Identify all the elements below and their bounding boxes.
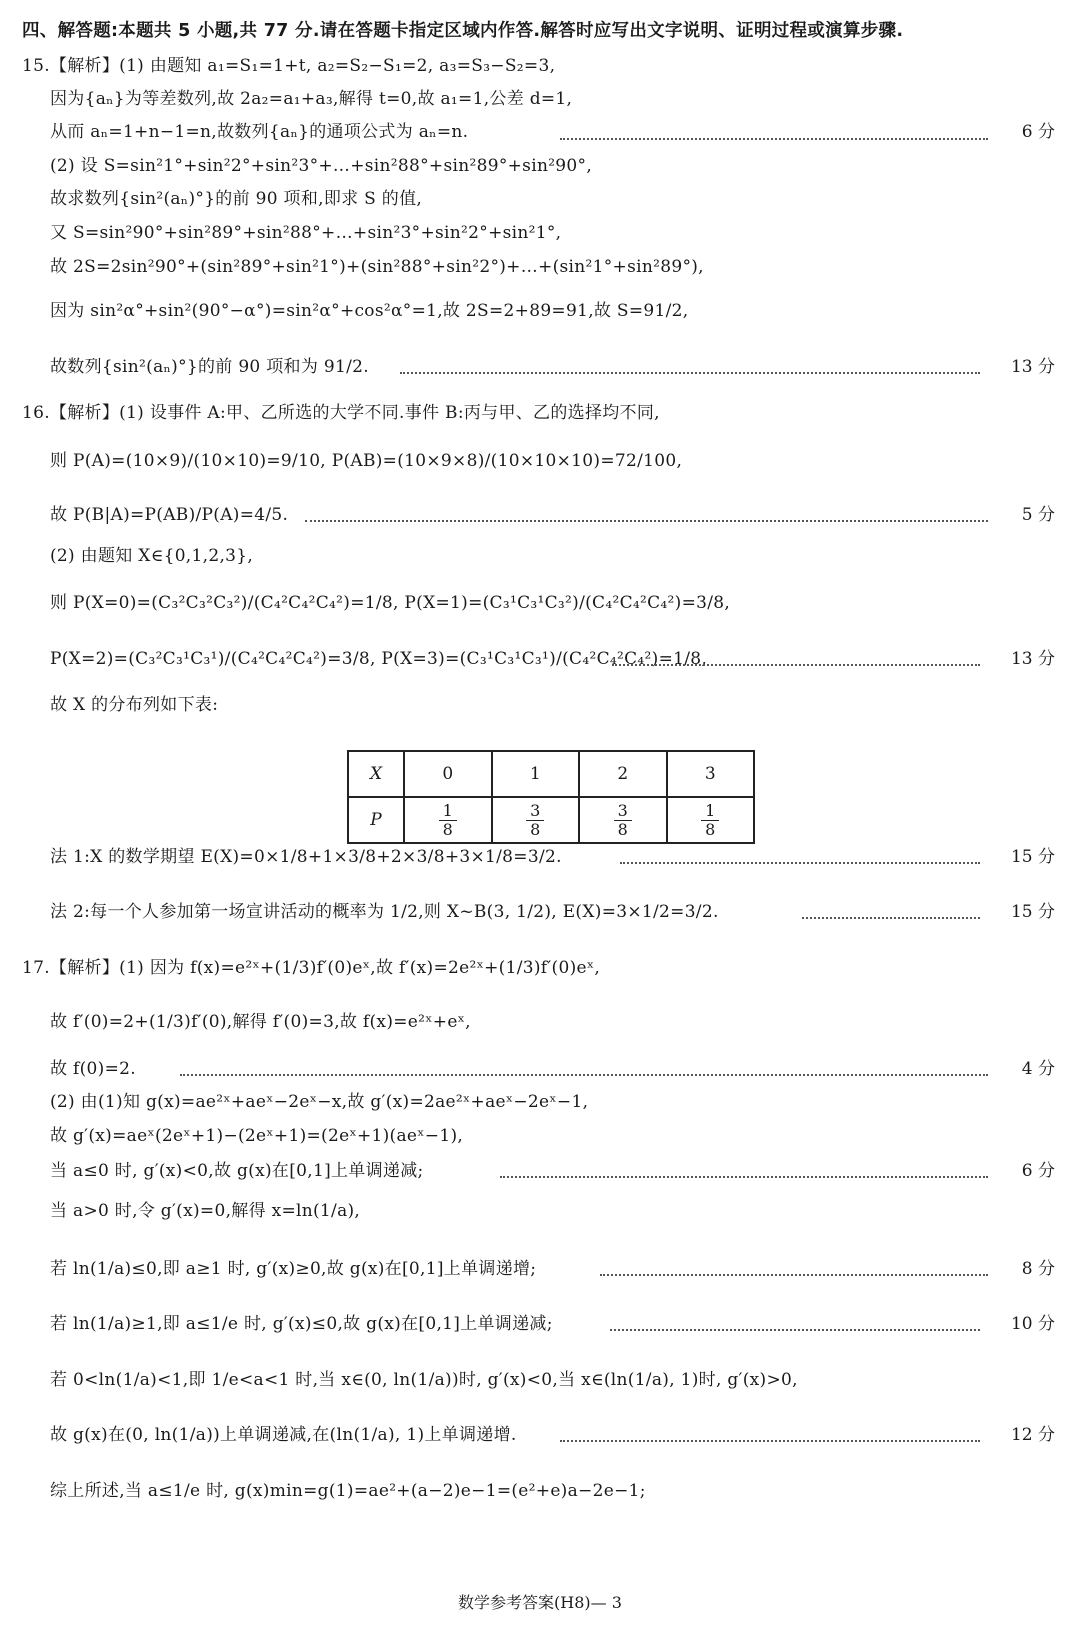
q15-leader-2 bbox=[400, 372, 980, 374]
q15-line-9: 故数列{sin²(aₙ)°}的前 90 项和为 91/2. bbox=[50, 357, 369, 377]
q17-line-11: 故 g(x)在(0, ln(1/a))上单调递减,在(ln(1/a), 1)上单调递增. bbox=[50, 1425, 517, 1445]
q17-score-2: 6 分 bbox=[1021, 1161, 1055, 1181]
q16-line-1: 16.【解析】(1) 设事件 A:甲、乙所选的大学不同.事件 B:丙与甲、乙的选择均不同, bbox=[22, 403, 660, 423]
table-p-2-den: 8 bbox=[617, 819, 628, 839]
section-heading: 四、解答题:本题共 5 小题,共 77 分.请在答题卡指定区域内作答.解答时应写出文字说明、证明过程或演算步骤. bbox=[22, 21, 904, 41]
q17-line-1: 17.【解析】(1) 因为 f(x)=e²ˣ+(1/3)f′(0)eˣ,故 f′(x)=2e²ˣ+(1/3)f′(0)eˣ, bbox=[22, 958, 601, 978]
q17-line-6: 当 a≤0 时, g′(x)<0,故 g(x)在[0,1]上单调递减; bbox=[50, 1161, 424, 1181]
q16-leader-2 bbox=[612, 664, 980, 666]
q16-score-4: 15 分 bbox=[1010, 902, 1055, 922]
table-p-0-num: 1 bbox=[439, 802, 457, 821]
q15-line-2: 因为{aₙ}为等差数列,故 2a₂=a₁+a₃,解得 t=0,故 a₁=1,公差 d=1, bbox=[50, 89, 573, 109]
q17-line-3: 故 f(0)=2. bbox=[50, 1059, 136, 1079]
q17-leader-4 bbox=[610, 1329, 980, 1331]
q17-line-4: (2) 由(1)知 g(x)=ae²ˣ+aeˣ−2eˣ−x,故 g′(x)=2ae²ˣ+aeˣ−2eˣ−1, bbox=[50, 1092, 589, 1112]
q16-leader-3 bbox=[620, 862, 980, 864]
table-x-0: 0 bbox=[404, 751, 492, 797]
q15-line-7: 故 2S=2sin²90°+(sin²89°+sin²1°)+(sin²88°+sin²2°)+…+(sin²1°+sin²89°), bbox=[50, 257, 704, 277]
q17-score-1: 4 分 bbox=[1021, 1059, 1055, 1079]
table-x-1: 1 bbox=[492, 751, 580, 797]
q15-line-3: 从而 aₙ=1+n−1=n,故数列{aₙ}的通项公式为 aₙ=n. bbox=[50, 122, 469, 142]
q17-leader-2 bbox=[500, 1176, 988, 1178]
q17-leader-3 bbox=[600, 1274, 988, 1276]
q16-leader-1 bbox=[305, 520, 988, 522]
distribution-table bbox=[347, 750, 755, 844]
q16-line-9: 法 2:每一个人参加第一场宣讲活动的概率为 1/2,则 X~B(3, 1/2), E(X)=3×1/2=3/2. bbox=[50, 902, 719, 922]
q16-line-4: (2) 由题知 X∈{0,1,2,3}, bbox=[50, 546, 254, 566]
q17-line-8: 若 ln(1/a)≤0,即 a≥1 时, g′(x)≥0,故 g(x)在[0,1]上单调递增; bbox=[50, 1259, 537, 1279]
table-p-3-den: 8 bbox=[705, 819, 716, 839]
q17-line-5: 故 g′(x)=aeˣ(2eˣ+1)−(2eˣ+1)=(2eˣ+1)(aeˣ−1), bbox=[50, 1126, 464, 1146]
table-header-p: P bbox=[348, 797, 404, 843]
q16-line-7: 故 X 的分布列如下表: bbox=[50, 695, 219, 715]
q15-line-1: 15.【解析】(1) 由题知 a₁=S₁=1+t, a₂=S₂−S₁=2, a₃=S₃−S₂=3, bbox=[22, 56, 556, 76]
q17-score-4: 10 分 bbox=[1010, 1314, 1055, 1334]
table-p-3-num: 1 bbox=[701, 802, 719, 821]
table-p-1-den: 8 bbox=[530, 819, 541, 839]
q15-leader-1 bbox=[560, 138, 988, 140]
q16-score-3: 15 分 bbox=[1010, 847, 1055, 867]
q17-line-7: 当 a>0 时,令 g′(x)=0,解得 x=ln(1/a), bbox=[50, 1201, 361, 1221]
q17-leader-5 bbox=[560, 1440, 980, 1442]
q15-line-8: 因为 sin²α°+sin²(90°−α°)=sin²α°+cos²α°=1,故 2S=2+89=91,故 S=91/2, bbox=[50, 301, 689, 321]
q17-score-5: 12 分 bbox=[1010, 1425, 1055, 1445]
page-footer: 数学参考答案(H8)— 3 bbox=[458, 1593, 622, 1612]
q17-line-9: 若 ln(1/a)≥1,即 a≤1/e 时, g′(x)≤0,故 g(x)在[0,1]上单调递减; bbox=[50, 1314, 553, 1334]
q16-score-1: 5 分 bbox=[1021, 505, 1055, 525]
q16-line-8: 法 1:X 的数学期望 E(X)=0×1/8+1×3/8+2×3/8+3×1/8=3/2. bbox=[50, 847, 562, 867]
table-p-1 bbox=[492, 797, 580, 843]
q15-line-5: 故求数列{sin²(aₙ)°}的前 90 项和,即求 S 的值, bbox=[50, 189, 423, 209]
table-x-3: 3 bbox=[667, 751, 755, 797]
table-p-0 bbox=[404, 797, 492, 843]
q16-line-3: 故 P(B|A)=P(AB)/P(A)=4/5. bbox=[50, 505, 289, 525]
q16-line-2: 则 P(A)=(10×9)/(10×10)=9/10, P(AB)=(10×9×8)/(10×10×10)=72/100, bbox=[50, 451, 683, 471]
q15-score-1: 6 分 bbox=[1021, 122, 1055, 142]
q15-line-4: (2) 设 S=sin²1°+sin²2°+sin²3°+…+sin²88°+sin²89°+sin²90°, bbox=[50, 156, 593, 176]
q16-line-6: P(X=2)=(C₃²C₃¹C₃¹)/(C₄²C₄²C₄²)=3/8, P(X=3)=(C₃¹C₃¹C₃¹)/(C₄²C₄²C₄²)=1/8, bbox=[50, 649, 708, 669]
table-header-x: X bbox=[348, 751, 404, 797]
q16-line-5: 则 P(X=0)=(C₃²C₃²C₃²)/(C₄²C₄²C₄²)=1/8, P(X=1)=(C₃¹C₃¹C₃²)/(C₄²C₄²C₄²)=3/8, bbox=[50, 593, 731, 613]
table-p-3 bbox=[667, 797, 755, 843]
table-x-2: 2 bbox=[579, 751, 667, 797]
q17-leader-1 bbox=[180, 1074, 988, 1076]
q16-score-2: 13 分 bbox=[1010, 649, 1055, 669]
distribution-row-x bbox=[348, 751, 754, 797]
q15-score-2: 13 分 bbox=[1010, 357, 1055, 377]
q15-line-6: 又 S=sin²90°+sin²89°+sin²88°+…+sin²3°+sin²2°+sin²1°, bbox=[50, 223, 562, 243]
q17-line-2: 故 f′(0)=2+(1/3)f′(0),解得 f′(0)=3,故 f(x)=e²ˣ+eˣ, bbox=[50, 1012, 471, 1032]
table-p-2-num: 3 bbox=[614, 802, 632, 821]
distribution-row-p bbox=[348, 797, 754, 843]
q17-line-12: 综上所述,当 a≤1/e 时, g(x)min=g(1)=ae²+(a−2)e−1=(e²+e)a−2e−1; bbox=[50, 1481, 646, 1501]
table-p-0-den: 8 bbox=[442, 819, 453, 839]
table-p-2 bbox=[579, 797, 667, 843]
q16-leader-4 bbox=[802, 917, 980, 919]
table-p-1-num: 3 bbox=[526, 802, 544, 821]
q17-line-10: 若 0<ln(1/a)<1,即 1/e<a<1 时,当 x∈(0, ln(1/a))时, g′(x)<0,当 x∈(ln(1/a), 1)时, g′(x)>0, bbox=[50, 1370, 798, 1390]
q17-score-3: 8 分 bbox=[1021, 1259, 1055, 1279]
